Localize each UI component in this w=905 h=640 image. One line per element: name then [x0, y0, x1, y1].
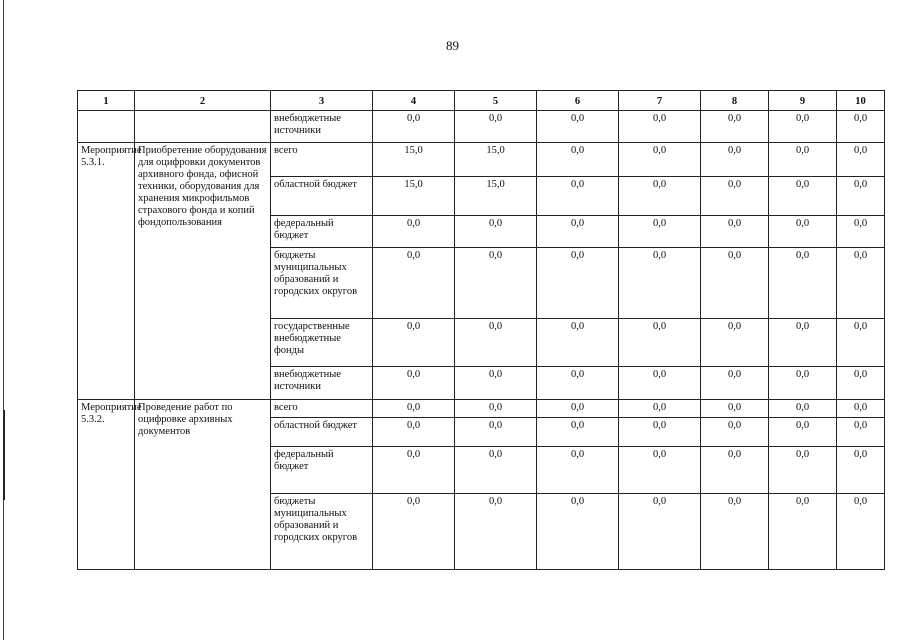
value-cell: 0,0 [537, 367, 619, 400]
header-row [78, 91, 885, 111]
funding-source-cell: бюджеты муниципальных образований и городских округов [271, 248, 373, 319]
value-cell: 0,0 [455, 248, 537, 319]
value-cell: 0,0 [701, 111, 769, 143]
value-cell: 0,0 [769, 143, 837, 177]
value-cell: 0,0 [837, 418, 885, 447]
value-cell: 0,0 [373, 400, 455, 418]
value-cell: 0,0 [837, 447, 885, 494]
event-name-cell: Проведение работ по оцифровке архивных документов [135, 400, 271, 570]
header-cell: 1 [78, 91, 135, 111]
value-cell: 0,0 [373, 447, 455, 494]
value-cell: 0,0 [619, 494, 701, 570]
value-cell: 0,0 [769, 177, 837, 216]
value-cell: 0,0 [837, 248, 885, 319]
value-cell: 0,0 [619, 400, 701, 418]
value-cell: 0,0 [769, 216, 837, 248]
value-cell: 0,0 [373, 494, 455, 570]
value-cell: 0,0 [373, 216, 455, 248]
table-row [78, 111, 885, 143]
value-cell: 0,0 [837, 216, 885, 248]
funding-source-cell: федеральный бюджет [271, 447, 373, 494]
value-cell: 0,0 [701, 248, 769, 319]
header-cell: 9 [769, 91, 837, 111]
header-cell: 8 [701, 91, 769, 111]
value-cell: 0,0 [537, 177, 619, 216]
value-cell: 0,0 [837, 319, 885, 367]
value-cell: 0,0 [837, 494, 885, 570]
value-cell: 15,0 [455, 177, 537, 216]
left-binding-mark [3, 410, 5, 500]
value-cell: 0,0 [537, 418, 619, 447]
value-cell: 0,0 [769, 400, 837, 418]
value-cell: 0,0 [619, 319, 701, 367]
table-row [78, 143, 885, 177]
value-cell: 0,0 [455, 111, 537, 143]
value-cell: 0,0 [769, 111, 837, 143]
page-number: 89 [446, 38, 459, 53]
value-cell: 0,0 [373, 367, 455, 400]
funding-source-cell: внебюджетные источники [271, 111, 373, 143]
value-cell: 0,0 [701, 367, 769, 400]
value-cell: 0,0 [537, 216, 619, 248]
value-cell: 0,0 [619, 367, 701, 400]
value-cell: 0,0 [769, 319, 837, 367]
event-name-cell: Приобретение оборудования для оцифровки документов архивного фонда, офисной техники, оборудования для хранения микрофильмов страхового фонда и копий фондопользования [135, 143, 271, 400]
value-cell: 0,0 [701, 447, 769, 494]
header-cell: 3 [271, 91, 373, 111]
value-cell: 15,0 [455, 143, 537, 177]
value-cell: 0,0 [837, 367, 885, 400]
funding-source-cell: бюджеты муниципальных образований и городских округов [271, 494, 373, 570]
value-cell: 0,0 [701, 400, 769, 418]
event-id-cell [78, 111, 135, 143]
value-cell: 0,0 [455, 367, 537, 400]
value-cell: 0,0 [837, 143, 885, 177]
funding-source-cell: областной бюджет [271, 418, 373, 447]
value-cell: 0,0 [537, 494, 619, 570]
value-cell: 0,0 [537, 400, 619, 418]
value-cell: 0,0 [455, 418, 537, 447]
value-cell: 0,0 [455, 447, 537, 494]
value-cell: 0,0 [537, 111, 619, 143]
value-cell: 0,0 [619, 216, 701, 248]
header-cell: 5 [455, 91, 537, 111]
header-cell: 4 [373, 91, 455, 111]
value-cell: 0,0 [537, 319, 619, 367]
left-page-edge [3, 0, 4, 640]
funding-source-cell: федеральный бюджет [271, 216, 373, 248]
value-cell: 0,0 [701, 216, 769, 248]
value-cell: 0,0 [619, 111, 701, 143]
value-cell: 0,0 [769, 248, 837, 319]
value-cell: 0,0 [837, 111, 885, 143]
value-cell: 0,0 [619, 143, 701, 177]
event-name-cell [135, 111, 271, 143]
value-cell: 0,0 [455, 494, 537, 570]
value-cell: 0,0 [373, 111, 455, 143]
funding-source-cell: областной бюджет [271, 177, 373, 216]
value-cell: 0,0 [701, 494, 769, 570]
funding-source-cell: всего [271, 143, 373, 177]
value-cell: 0,0 [537, 447, 619, 494]
funding-source-cell: всего [271, 400, 373, 418]
value-cell: 15,0 [373, 177, 455, 216]
event-id-cell: Мероприятие 5.3.1. [78, 143, 135, 400]
value-cell: 0,0 [455, 319, 537, 367]
table-row [78, 400, 885, 418]
value-cell: 0,0 [455, 216, 537, 248]
value-cell: 0,0 [619, 177, 701, 216]
value-cell: 0,0 [769, 494, 837, 570]
value-cell: 0,0 [373, 248, 455, 319]
value-cell: 0,0 [701, 143, 769, 177]
value-cell: 0,0 [701, 319, 769, 367]
header-cell: 10 [837, 91, 885, 111]
value-cell: 0,0 [769, 367, 837, 400]
value-cell: 15,0 [373, 143, 455, 177]
header-cell: 6 [537, 91, 619, 111]
value-cell: 0,0 [837, 400, 885, 418]
header-cell: 7 [619, 91, 701, 111]
budget-table [77, 90, 885, 570]
value-cell: 0,0 [701, 418, 769, 447]
value-cell: 0,0 [769, 418, 837, 447]
value-cell: 0,0 [455, 400, 537, 418]
value-cell: 0,0 [537, 143, 619, 177]
value-cell: 0,0 [769, 447, 837, 494]
value-cell: 0,0 [619, 447, 701, 494]
header-cell: 2 [135, 91, 271, 111]
value-cell: 0,0 [373, 418, 455, 447]
event-id-cell: Мероприятие 5.3.2. [78, 400, 135, 570]
value-cell: 0,0 [373, 319, 455, 367]
funding-source-cell: государственные внебюджетные фонды [271, 319, 373, 367]
value-cell: 0,0 [619, 248, 701, 319]
value-cell: 0,0 [537, 248, 619, 319]
value-cell: 0,0 [837, 177, 885, 216]
value-cell: 0,0 [619, 418, 701, 447]
funding-source-cell: внебюджетные источники [271, 367, 373, 400]
value-cell: 0,0 [701, 177, 769, 216]
